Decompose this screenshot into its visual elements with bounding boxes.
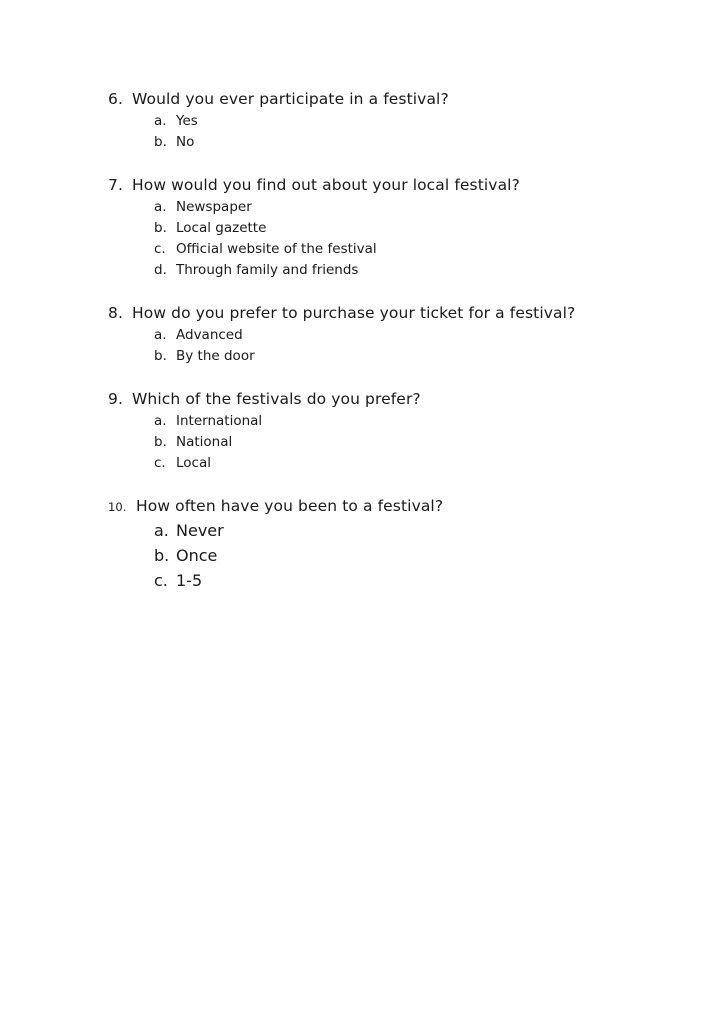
question-7 [108, 176, 708, 281]
question-7-heading [108, 176, 708, 194]
question-text: How do you prefer to purchase your ticket for a festival? [132, 304, 576, 322]
option-letter: b. [154, 434, 167, 450]
option-list [108, 411, 708, 474]
option-item [154, 132, 708, 153]
option-letter: c. [154, 571, 168, 590]
option-text: Never [176, 521, 224, 540]
question-8 [108, 304, 708, 367]
option-item [154, 568, 708, 593]
option-letter: a. [154, 521, 169, 540]
question-9-heading [108, 390, 708, 408]
option-text: 1-5 [176, 571, 203, 590]
question-number: 6. [108, 90, 123, 108]
option-text: International [176, 413, 263, 429]
option-item [154, 197, 708, 218]
option-text: Local gazette [176, 220, 267, 236]
option-text: No [176, 134, 195, 150]
option-item [154, 260, 708, 281]
option-text: Once [176, 546, 218, 565]
option-item [154, 518, 708, 543]
question-6-heading [108, 90, 708, 108]
option-text: Local [176, 455, 211, 471]
option-item [154, 111, 708, 132]
question-10 [108, 497, 708, 593]
question-number: 10. [108, 500, 127, 514]
option-letter: b. [154, 220, 167, 236]
question-10-heading [108, 497, 708, 515]
option-list [108, 197, 708, 281]
option-list [108, 111, 708, 153]
option-item [154, 432, 708, 453]
option-item [154, 543, 708, 568]
question-9 [108, 390, 708, 474]
option-letter: c. [154, 455, 166, 471]
question-8-heading [108, 304, 708, 322]
question-number: 7. [108, 176, 123, 194]
option-text: Newspaper [176, 199, 252, 215]
option-item [154, 453, 708, 474]
option-letter: d. [154, 262, 167, 278]
question-number: 8. [108, 304, 123, 322]
option-text: Through family and friends [176, 262, 359, 278]
question-text: Which of the festivals do you prefer? [132, 390, 421, 408]
option-letter: a. [154, 113, 167, 129]
question-text: How would you find out about your local festival? [132, 176, 520, 194]
option-text: Official website of the festival [176, 241, 377, 257]
option-item [154, 346, 708, 367]
option-letter: a. [154, 327, 167, 343]
question-text: How often have you been to a festival? [136, 497, 444, 515]
option-letter: a. [154, 413, 167, 429]
option-letter: a. [154, 199, 167, 215]
question-text: Would you ever participate in a festival? [132, 90, 449, 108]
option-letter: b. [154, 134, 167, 150]
option-list [108, 518, 708, 593]
option-text: Advanced [176, 327, 243, 343]
option-letter: b. [154, 546, 170, 565]
question-number: 9. [108, 390, 123, 408]
option-item [154, 218, 708, 239]
question-6 [108, 90, 708, 153]
option-letter: b. [154, 348, 167, 364]
option-letter: c. [154, 241, 166, 257]
option-text: National [176, 434, 233, 450]
option-list [108, 325, 708, 367]
option-item [154, 239, 708, 260]
option-item [154, 411, 708, 432]
option-text: Yes [176, 113, 198, 129]
option-item [154, 325, 708, 346]
option-text: By the door [176, 348, 255, 364]
